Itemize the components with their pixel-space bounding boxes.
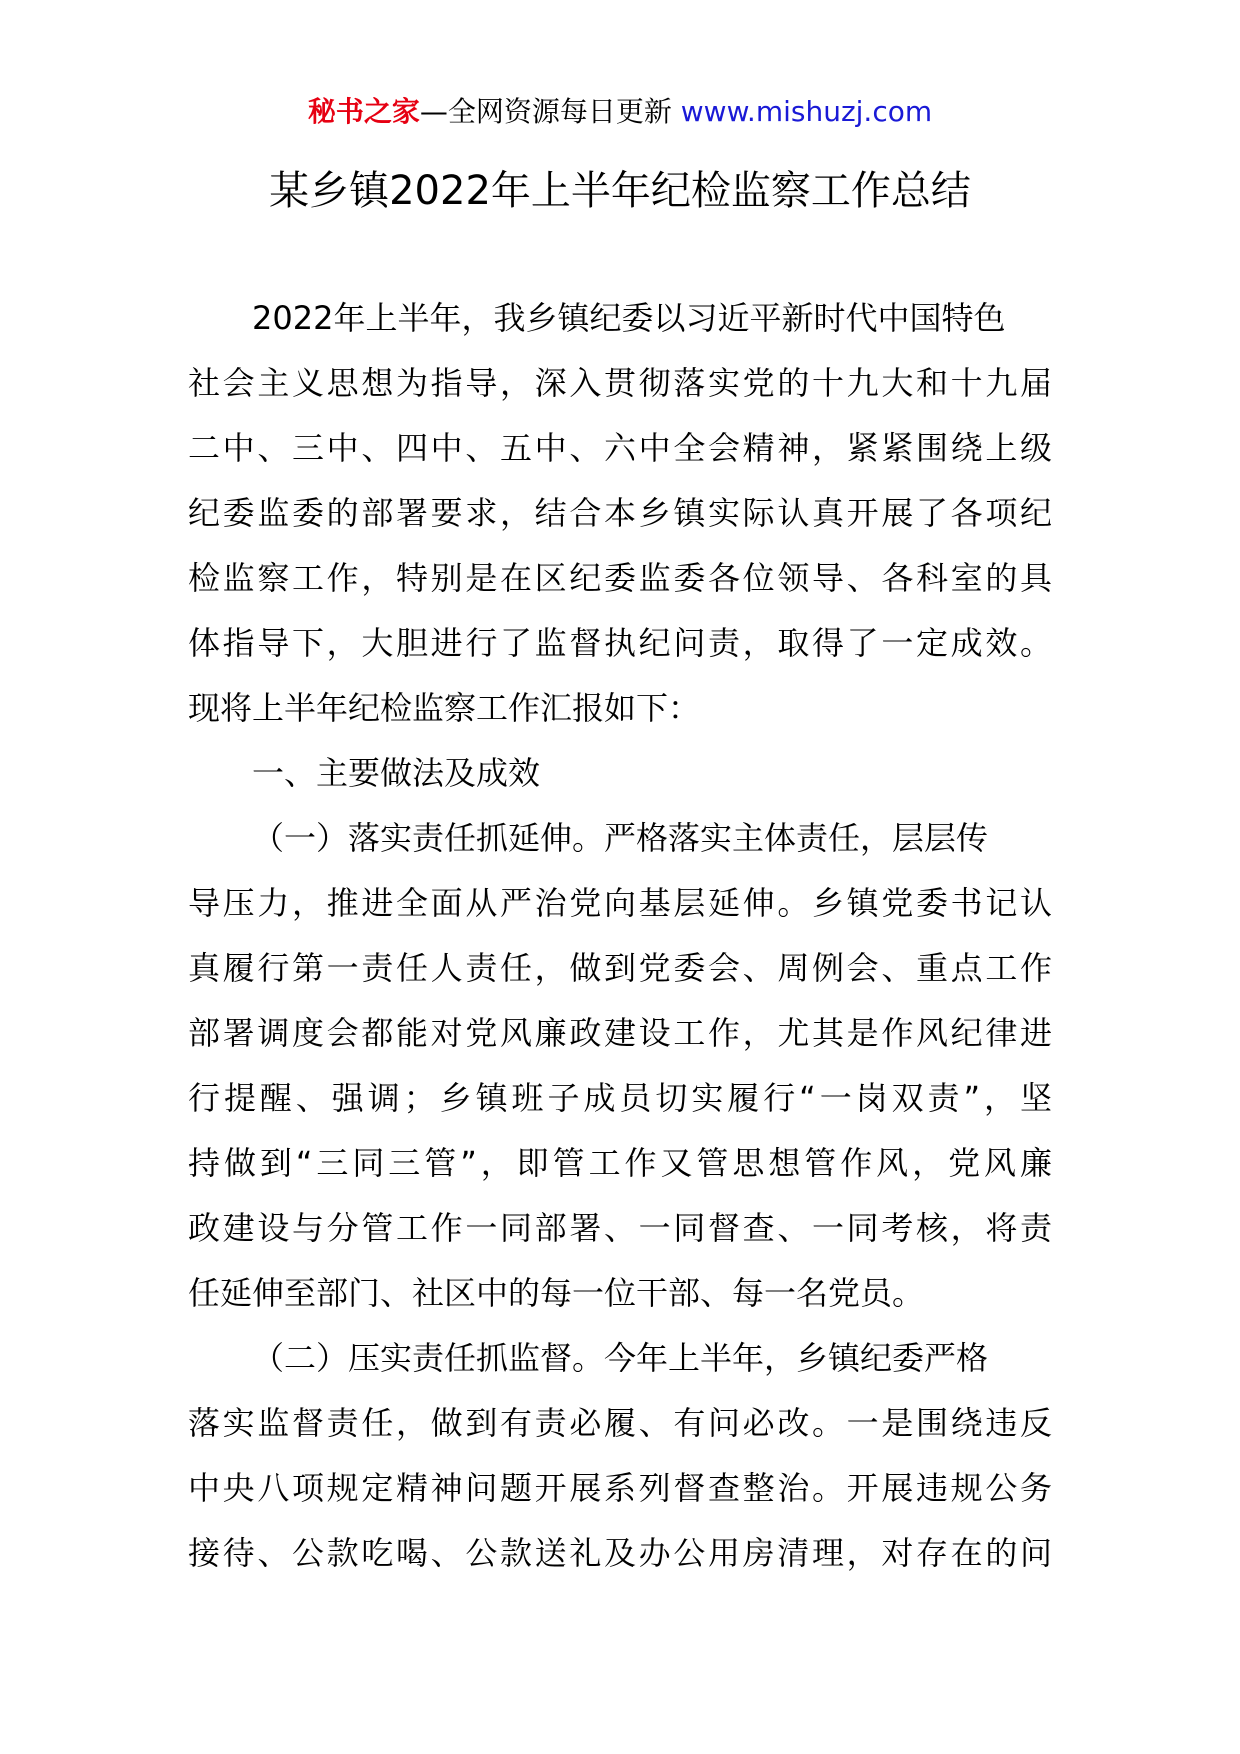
paragraph-line: 持做到“三同三管”，即管工作又管思想管作风，党风廉 (188, 1144, 1052, 1182)
paragraph-line: 真履行第一责任人责任，做到党委会、周例会、重点工作 (188, 949, 1052, 987)
site-url-link[interactable]: www.mishuzj.com (680, 95, 933, 128)
paragraph-line: 纪委监委的部署要求，结合本乡镇实际认真开展了各项纪 (188, 494, 1052, 532)
document-body (188, 298, 1052, 1598)
site-tagline: —全网资源每日更新 (419, 95, 681, 128)
paragraph-line: 体指导下，大胆进行了监督执纪问责，取得了一定成效。 (188, 624, 1052, 662)
site-brand: 秘书之家 (307, 95, 420, 128)
section-heading: 一、主要做法及成效 (252, 754, 541, 792)
paragraph-line: （一）落实责任抓延伸。严格落实主体责任，层层传 (252, 819, 989, 857)
paragraph-line: 中央八项规定精神问题开展系列督查整治。开展违规公务 (188, 1469, 1052, 1507)
paragraph-line: 政建设与分管工作一同部署、一同督查、一同考核，将责 (188, 1209, 1052, 1247)
paragraph-line: 部署调度会都能对党风廉政建设工作，尤其是作风纪律进 (188, 1014, 1052, 1052)
site-banner (0, 92, 1240, 132)
paragraph-line: 现将上半年纪检监察工作汇报如下： (188, 689, 701, 727)
paragraph-line: 行提醒、强调；乡镇班子成员切实履行“一岗双责”，坚 (188, 1079, 1052, 1117)
paragraph-line: 导压力，推进全面从严治党向基层延伸。乡镇党委书记认 (188, 884, 1052, 922)
paragraph-line: 检监察工作，特别是在区纪委监委各位领导、各科室的具 (188, 559, 1052, 597)
paragraph-line: 接待、公款吃喝、公款送礼及办公用房清理，对存在的问 (188, 1534, 1052, 1572)
paragraph-line: （二）压实责任抓监督。今年上半年，乡镇纪委严格 (252, 1339, 989, 1377)
paragraph-line: 落实监督责任，做到有责必履、有问必改。一是围绕违反 (188, 1404, 1052, 1442)
paragraph-line: 任延伸至部门、社区中的每一位干部、每一名党员。 (188, 1274, 925, 1312)
paragraph-line: 社会主义思想为指导，深入贯彻落实党的十九大和十九届 (188, 364, 1052, 402)
paragraph-line: 二中、三中、四中、五中、六中全会精神，紧紧围绕上级 (188, 429, 1052, 467)
paragraph-line: 2022年上半年，我乡镇纪委以习近平新时代中国特色 (252, 299, 1006, 337)
document-title: 某乡镇2022年上半年纪检监察工作总结 (269, 168, 971, 214)
